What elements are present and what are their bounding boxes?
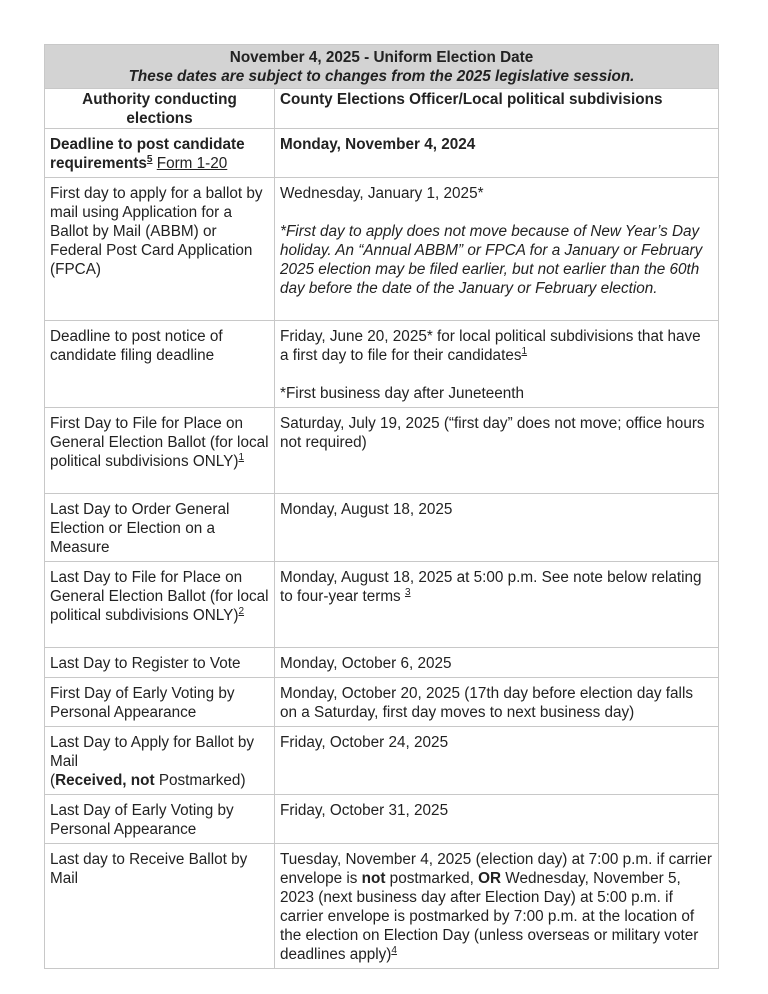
date-cell [275,494,719,562]
table-row [45,494,719,562]
event-cell [45,678,275,727]
event-text: Last Day to Register to Vote [50,655,241,672]
date-cell [275,178,719,321]
date-cell [275,129,719,178]
event-cell [45,562,275,648]
event-cell [45,321,275,408]
header-authority: Authority conducting elections [45,89,275,129]
footnote-ref[interactable]: 2 [238,605,245,617]
event-cell [45,408,275,494]
event-cell [45,844,275,969]
date-note: *First business day after Juneteenth [280,385,525,402]
banner-subtitle: These dates are subject to changes from the 2025 legislative session. [128,68,635,85]
date-text-end: Wednesday, November 5, 2023 (next business day after Election Day) at 5:00 p.m. if carrier envelope is postmarked by 7:00 p.m. at the location of the election on Election Day (unless overseas or military voter deadlines apply) [280,870,699,963]
event-text: Last Day of Early Voting by Personal Appearance [50,802,234,838]
event-text: Deadline to post candidate requirements [50,136,245,172]
date-cell [275,795,719,844]
header-county-officer: County Elections Officer/Local political subdivisions [275,89,719,129]
event-text: Deadline to post notice of candidate filing deadline [50,328,223,364]
event-cell [45,178,275,321]
date-text: Friday, October 31, 2025 [280,802,449,819]
table-banner-row [45,45,719,89]
event-text: First Day to File for Place on General Election Ballot (for local political subdivisions ONLY) [50,415,269,470]
event-tail: Postmarked) [154,772,246,789]
table-row [45,844,719,969]
table-row [45,321,719,408]
banner-title: November 4, 2025 - Uniform Election Date [229,49,534,66]
date-emphasis-not: not [361,870,386,887]
paren-open: ( [50,772,56,789]
event-emphasis: Received, not [55,772,155,789]
date-text: Friday, June 20, 2025* for local political subdivisions that have a first day to file for their candidates [280,328,701,364]
date-cell [275,321,719,408]
table-row [45,727,719,795]
table-row [45,408,719,494]
table-row [45,678,719,727]
event-text: Last day to Receive Ballot by Mail [50,851,248,887]
date-text: Saturday, July 19, 2025 (“first day” does not move; office hours not required) [280,415,705,451]
date-cell [275,678,719,727]
date-cell [275,727,719,795]
footnote-ref[interactable]: 1 [238,451,245,463]
event-text: First day to apply for a ballot by mail using Application for a Ballot by Mail (ABBM) or Federal Post Card Application (FPCA) [50,185,263,278]
event-text: Last Day to Order General Election or Election on a Measure [50,501,230,556]
date-emphasis-or: OR [478,870,502,887]
table-row [45,562,719,648]
event-cell [45,129,275,178]
footnote-ref[interactable]: 1 [521,345,528,357]
date-text: Monday, August 18, 2025 [280,501,453,518]
event-text: Last Day to File for Place on General Election Ballot (for local political subdivisions ONLY) [50,569,269,624]
date-text: Tuesday, November 4, 2025 (election day) at 7:00 p.m. if carrier envelope is [280,851,712,887]
banner-cell [45,45,719,89]
date-text: Monday, October 6, 2025 [280,655,452,672]
date-note: *First day to apply does not move because of New Year’s Day holiday. An “Annual ABBM” or FPCA for a January or February 2025 election may be filed earlier, but not earlier than the 60th day before the date of the January or February election. [280,223,703,297]
date-text-mid: postmarked, [385,870,479,887]
date-text: Wednesday, January 1, 2025* [280,185,484,202]
date-cell [275,844,719,969]
footnote-ref[interactable]: 4 [391,944,397,956]
form-link[interactable]: Form 1-20 [156,155,228,172]
date-cell [275,562,719,648]
date-text: Monday, October 20, 2025 (17th day before election day falls on a Saturday, first day moves to next business day) [280,685,693,721]
event-cell [45,494,275,562]
event-text: Last Day to Apply for Ballot by Mail [50,734,255,770]
election-calendar-table [44,44,719,969]
table-row [45,129,719,178]
table-row [45,648,719,678]
table-header-row [45,89,719,129]
event-cell [45,648,275,678]
date-text: Friday, October 24, 2025 [280,734,449,751]
date-cell [275,648,719,678]
event-cell [45,795,275,844]
date-text: Monday, August 18, 2025 at 5:00 p.m. See note below relating to four-year terms [280,569,702,605]
event-cell [45,727,275,795]
footnote-ref[interactable]: 3 [404,586,411,598]
table-row [45,795,719,844]
event-text: First Day of Early Voting by Personal Appearance [50,685,235,721]
date-text: Monday, November 4, 2024 [280,136,476,153]
table-row [45,178,719,321]
footnote-ref[interactable]: 5 [146,153,153,165]
date-cell [275,408,719,494]
